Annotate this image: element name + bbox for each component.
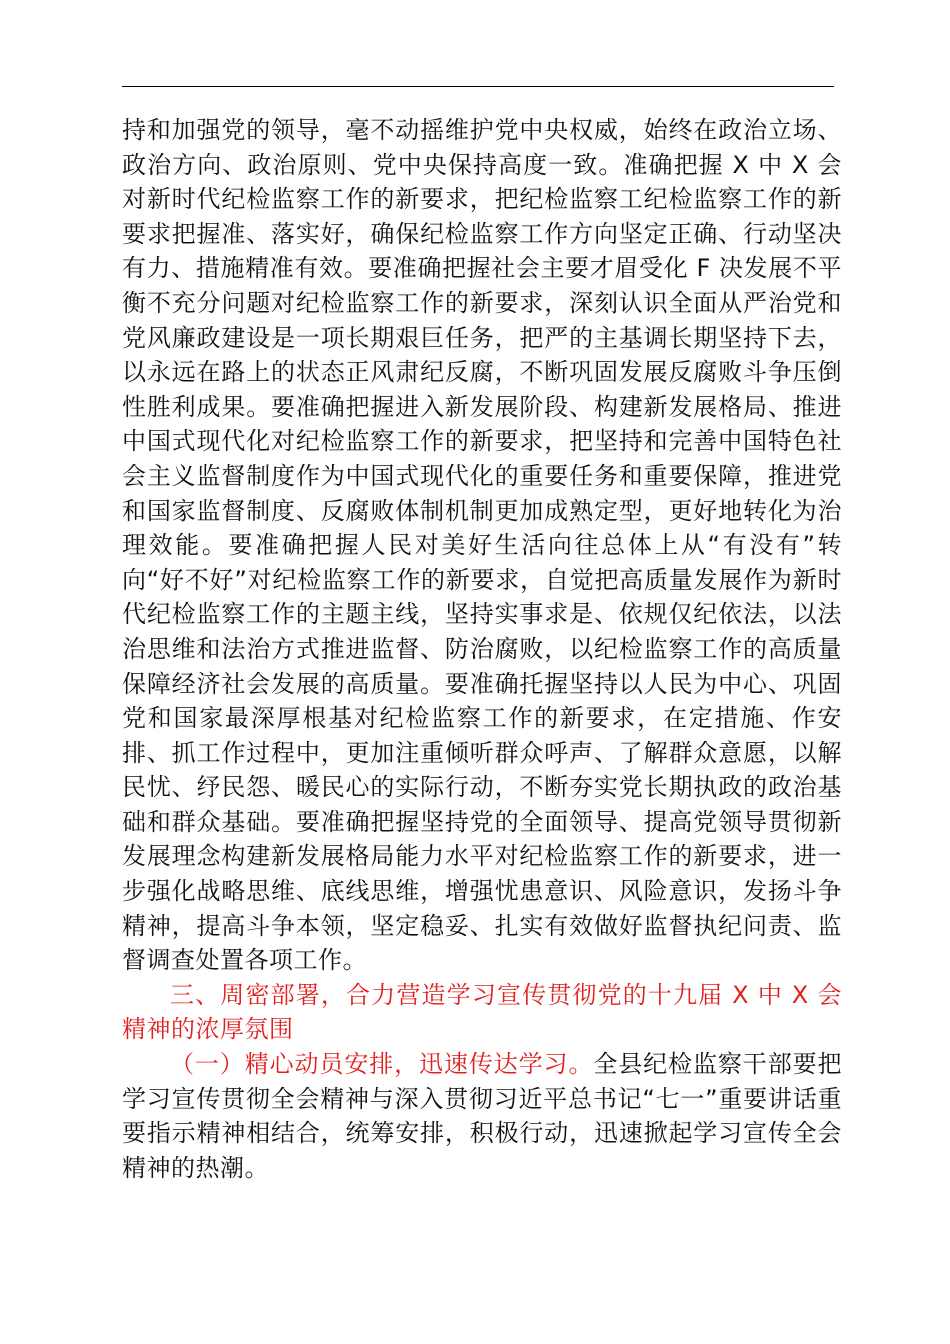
section-heading: 三、周密部署，合力营造学习宣传贯彻党的十九届 X 中 X 会精神的浓厚氛围 — [122, 980, 842, 1044]
header-rule — [122, 86, 834, 87]
subsection-text: 全县纪检监察干部要把学习宣传贯彻全会精神与深入贯彻习近平总书记“七一”重要讲话重要指示精神相结合，统筹安排，积极行动，迅速掀起学习宣传全会精神的热潮。 — [122, 1050, 843, 1182]
document-body — [122, 113, 842, 1185]
body-paragraph: 持和加强党的领导，毫不动摇维护党中央权威，始终在政治立场、政治方向、政治原则、党中央保持高度一致。准确把握 X 中 X 会对新时代纪检监察工作的新要求，把纪检监察工纪检监察工作的新要求把握准、落实好，确保纪检监察工作方向坚定正确、行动坚决有力、措施精准有效。要准确把握社会主要才眉受化 F 决发展不平衡不充分问题对纪检监察工作的新要求，深刻认识全面从严治党和党风廉政建设是一项长期艰巨任务，把严的主基调长期坚持下去，以永远在路上的状态正风肃纪反腐，不断巩固发展反腐败斗争压倒性胜利成果。要准确把握进入新发展阶段、构建新发展格局、推进中国式现代化对纪检监察工作的新要求，把坚持和完善中国特色社会主义监督制度作为中国式现代化的重要任务和重要保障，推进党和国家监督制度、反腐败体制机制更加成熟定型，更好地转化为治理效能。要准确把握人民对美好生活向往总体上从“有没有”转向“好不好”对纪检监察工作的新要求，自觉把高质量发展作为新时代纪检监察工作的主题主线，坚持实事求是、依规仅纪依法，以法治思维和法治方式推进监督、防治腐败，以纪检监察工作的高质量保障经济社会发展的高质量。要准确托握坚持以人民为中心、巩固党和国家最深厚根基对纪检监察工作的新要求，在定措施、作安排、抓工作过程中，更加注重倾听群众呼声、了解群众意愿，以解民忧、纾民怨、暖民心的实际行动，不断夯实党长期执政的政治基础和群众基础。要准确把握坚持党的全面领导、提高党领导贯彻新发展理念构建新发展格局能力水平对纪检监察工作的新要求，进一步强化战略思维、底线思维，增强忧患意识、风险意识，发扬斗争精神，提高斗争本领，坚定稳妥、扎实有效做好监督执纪问责、监督调查处置各项工作。 — [122, 116, 842, 975]
subsection-title: （一）精心动员安排，迅速传达学习。 — [170, 1050, 594, 1079]
subsection-paragraph — [122, 1047, 842, 1185]
